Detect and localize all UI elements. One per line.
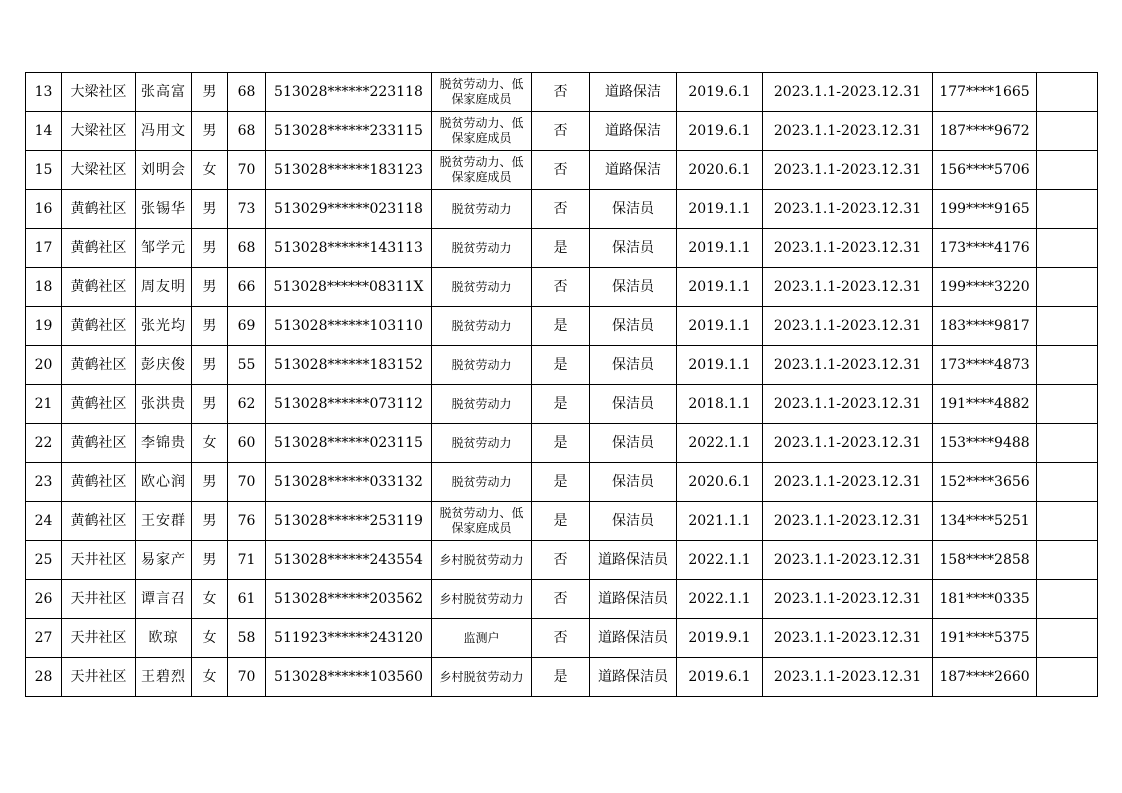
name-cell: 张锡华 [136, 190, 192, 229]
id-number-cell: 513028******143113 [266, 229, 432, 268]
age-cell: 61 [228, 580, 266, 619]
id-number-cell: 513028******103110 [266, 307, 432, 346]
job-cell: 保洁员 [590, 385, 677, 424]
gender-cell: 女 [192, 658, 228, 697]
note-cell [1037, 190, 1098, 229]
gender-cell: 男 [192, 541, 228, 580]
job-cell: 道路保洁员 [590, 580, 677, 619]
start-date-cell: 2019.1.1 [677, 307, 763, 346]
age-cell: 58 [228, 619, 266, 658]
table-row [26, 151, 1098, 190]
category-cell: 脱贫劳动力 [432, 385, 532, 424]
community-cell: 黄鹤社区 [62, 385, 136, 424]
gender-cell: 男 [192, 385, 228, 424]
category-cell: 脱贫劳动力 [432, 346, 532, 385]
job-cell: 道路保洁员 [590, 658, 677, 697]
category-cell: 脱贫劳动力、低保家庭成员 [432, 151, 532, 190]
id-number-cell: 513028******203562 [266, 580, 432, 619]
gender-cell: 女 [192, 619, 228, 658]
start-date-cell: 2022.1.1 [677, 541, 763, 580]
note-cell [1037, 112, 1098, 151]
age-cell: 66 [228, 268, 266, 307]
table-row [26, 385, 1098, 424]
start-date-cell: 2020.6.1 [677, 463, 763, 502]
name-cell: 彭庆俊 [136, 346, 192, 385]
table-row [26, 658, 1098, 697]
note-cell [1037, 619, 1098, 658]
job-cell: 保洁员 [590, 268, 677, 307]
id-number-cell: 513028******033132 [266, 463, 432, 502]
age-cell: 70 [228, 463, 266, 502]
id-number-cell: 513028******183152 [266, 346, 432, 385]
name-cell: 欧琼 [136, 619, 192, 658]
name-cell: 张高富 [136, 73, 192, 112]
age-cell: 62 [228, 385, 266, 424]
age-cell: 55 [228, 346, 266, 385]
name-cell: 周友明 [136, 268, 192, 307]
table-row [26, 73, 1098, 112]
gender-cell: 男 [192, 346, 228, 385]
row-number-cell: 28 [26, 658, 62, 697]
start-date-cell: 2022.1.1 [677, 580, 763, 619]
name-cell: 王碧烈 [136, 658, 192, 697]
job-cell: 道路保洁 [590, 151, 677, 190]
contract-period-cell: 2023.1.1-2023.12.31 [763, 424, 933, 463]
phone-cell: 199****9165 [933, 190, 1037, 229]
flag-cell: 否 [532, 112, 590, 151]
age-cell: 73 [228, 190, 266, 229]
job-cell: 保洁员 [590, 463, 677, 502]
start-date-cell: 2018.1.1 [677, 385, 763, 424]
age-cell: 69 [228, 307, 266, 346]
id-number-cell: 513028******183123 [266, 151, 432, 190]
table-row [26, 268, 1098, 307]
table-row [26, 463, 1098, 502]
category-cell: 乡村脱贫劳动力 [432, 541, 532, 580]
note-cell [1037, 346, 1098, 385]
contract-period-cell: 2023.1.1-2023.12.31 [763, 541, 933, 580]
phone-cell: 199****3220 [933, 268, 1037, 307]
name-cell: 张洪贵 [136, 385, 192, 424]
category-cell: 脱贫劳动力 [432, 307, 532, 346]
note-cell [1037, 658, 1098, 697]
table-row [26, 307, 1098, 346]
community-cell: 大梁社区 [62, 112, 136, 151]
table-row [26, 619, 1098, 658]
community-cell: 黄鹤社区 [62, 463, 136, 502]
job-cell: 道路保洁员 [590, 541, 677, 580]
gender-cell: 女 [192, 424, 228, 463]
note-cell [1037, 502, 1098, 541]
phone-cell: 187****9672 [933, 112, 1037, 151]
community-cell: 黄鹤社区 [62, 424, 136, 463]
name-cell: 刘明会 [136, 151, 192, 190]
community-cell: 大梁社区 [62, 151, 136, 190]
row-number-cell: 25 [26, 541, 62, 580]
gender-cell: 男 [192, 229, 228, 268]
contract-period-cell: 2023.1.1-2023.12.31 [763, 502, 933, 541]
phone-cell: 134****5251 [933, 502, 1037, 541]
phone-cell: 191****4882 [933, 385, 1037, 424]
row-number-cell: 15 [26, 151, 62, 190]
table-row [26, 502, 1098, 541]
contract-period-cell: 2023.1.1-2023.12.31 [763, 112, 933, 151]
contract-period-cell: 2023.1.1-2023.12.31 [763, 73, 933, 112]
flag-cell: 是 [532, 346, 590, 385]
age-cell: 76 [228, 502, 266, 541]
note-cell [1037, 385, 1098, 424]
category-cell: 监测户 [432, 619, 532, 658]
flag-cell: 是 [532, 424, 590, 463]
start-date-cell: 2022.1.1 [677, 424, 763, 463]
contract-period-cell: 2023.1.1-2023.12.31 [763, 346, 933, 385]
table-row [26, 424, 1098, 463]
gender-cell: 男 [192, 463, 228, 502]
flag-cell: 是 [532, 463, 590, 502]
id-number-cell: 513028******253119 [266, 502, 432, 541]
job-cell: 保洁员 [590, 307, 677, 346]
id-number-cell: 513028******223118 [266, 73, 432, 112]
age-cell: 60 [228, 424, 266, 463]
category-cell: 乡村脱贫劳动力 [432, 580, 532, 619]
phone-cell: 191****5375 [933, 619, 1037, 658]
flag-cell: 否 [532, 73, 590, 112]
job-cell: 道路保洁 [590, 112, 677, 151]
note-cell [1037, 73, 1098, 112]
start-date-cell: 2020.6.1 [677, 151, 763, 190]
roster-body [26, 73, 1098, 697]
flag-cell: 是 [532, 307, 590, 346]
flag-cell: 否 [532, 151, 590, 190]
start-date-cell: 2021.1.1 [677, 502, 763, 541]
id-number-cell: 511923******243120 [266, 619, 432, 658]
phone-cell: 173****4176 [933, 229, 1037, 268]
name-cell: 邹学元 [136, 229, 192, 268]
worker-roster-table [25, 72, 1098, 697]
gender-cell: 男 [192, 307, 228, 346]
contract-period-cell: 2023.1.1-2023.12.31 [763, 268, 933, 307]
flag-cell: 否 [532, 580, 590, 619]
start-date-cell: 2019.1.1 [677, 346, 763, 385]
phone-cell: 181****0335 [933, 580, 1037, 619]
row-number-cell: 26 [26, 580, 62, 619]
start-date-cell: 2019.9.1 [677, 619, 763, 658]
row-number-cell: 16 [26, 190, 62, 229]
contract-period-cell: 2023.1.1-2023.12.31 [763, 580, 933, 619]
name-cell: 冯用文 [136, 112, 192, 151]
note-cell [1037, 541, 1098, 580]
start-date-cell: 2019.1.1 [677, 268, 763, 307]
contract-period-cell: 2023.1.1-2023.12.31 [763, 463, 933, 502]
category-cell: 脱贫劳动力 [432, 268, 532, 307]
job-cell: 保洁员 [590, 346, 677, 385]
note-cell [1037, 580, 1098, 619]
name-cell: 张光均 [136, 307, 192, 346]
note-cell [1037, 268, 1098, 307]
name-cell: 欧心润 [136, 463, 192, 502]
flag-cell: 是 [532, 385, 590, 424]
community-cell: 天井社区 [62, 658, 136, 697]
community-cell: 大梁社区 [62, 73, 136, 112]
phone-cell: 183****9817 [933, 307, 1037, 346]
phone-cell: 158****2858 [933, 541, 1037, 580]
gender-cell: 男 [192, 268, 228, 307]
phone-cell: 152****3656 [933, 463, 1037, 502]
community-cell: 天井社区 [62, 580, 136, 619]
start-date-cell: 2019.1.1 [677, 229, 763, 268]
job-cell: 保洁员 [590, 190, 677, 229]
job-cell: 道路保洁 [590, 73, 677, 112]
row-number-cell: 19 [26, 307, 62, 346]
community-cell: 黄鹤社区 [62, 190, 136, 229]
table-row [26, 346, 1098, 385]
phone-cell: 153****9488 [933, 424, 1037, 463]
id-number-cell: 513028******023115 [266, 424, 432, 463]
community-cell: 天井社区 [62, 541, 136, 580]
community-cell: 黄鹤社区 [62, 229, 136, 268]
age-cell: 68 [228, 112, 266, 151]
job-cell: 保洁员 [590, 502, 677, 541]
row-number-cell: 24 [26, 502, 62, 541]
contract-period-cell: 2023.1.1-2023.12.31 [763, 658, 933, 697]
flag-cell: 否 [532, 541, 590, 580]
note-cell [1037, 229, 1098, 268]
note-cell [1037, 307, 1098, 346]
phone-cell: 173****4873 [933, 346, 1037, 385]
flag-cell: 是 [532, 658, 590, 697]
name-cell: 易家产 [136, 541, 192, 580]
community-cell: 黄鹤社区 [62, 268, 136, 307]
category-cell: 脱贫劳动力、低保家庭成员 [432, 73, 532, 112]
gender-cell: 男 [192, 190, 228, 229]
flag-cell: 是 [532, 229, 590, 268]
table-row [26, 580, 1098, 619]
row-number-cell: 20 [26, 346, 62, 385]
contract-period-cell: 2023.1.1-2023.12.31 [763, 229, 933, 268]
age-cell: 71 [228, 541, 266, 580]
id-number-cell: 513028******08311X [266, 268, 432, 307]
phone-cell: 187****2660 [933, 658, 1037, 697]
age-cell: 68 [228, 73, 266, 112]
category-cell: 脱贫劳动力 [432, 424, 532, 463]
job-cell: 保洁员 [590, 424, 677, 463]
table-row [26, 190, 1098, 229]
age-cell: 70 [228, 151, 266, 190]
row-number-cell: 13 [26, 73, 62, 112]
id-number-cell: 513029******023118 [266, 190, 432, 229]
start-date-cell: 2019.6.1 [677, 112, 763, 151]
note-cell [1037, 424, 1098, 463]
gender-cell: 女 [192, 580, 228, 619]
note-cell [1037, 463, 1098, 502]
start-date-cell: 2019.6.1 [677, 73, 763, 112]
category-cell: 脱贫劳动力、低保家庭成员 [432, 502, 532, 541]
flag-cell: 否 [532, 190, 590, 229]
contract-period-cell: 2023.1.1-2023.12.31 [763, 385, 933, 424]
gender-cell: 男 [192, 502, 228, 541]
community-cell: 天井社区 [62, 619, 136, 658]
name-cell: 谭言召 [136, 580, 192, 619]
phone-cell: 156****5706 [933, 151, 1037, 190]
category-cell: 乡村脱贫劳动力 [432, 658, 532, 697]
row-number-cell: 17 [26, 229, 62, 268]
name-cell: 王安群 [136, 502, 192, 541]
row-number-cell: 23 [26, 463, 62, 502]
gender-cell: 男 [192, 73, 228, 112]
start-date-cell: 2019.1.1 [677, 190, 763, 229]
gender-cell: 女 [192, 151, 228, 190]
row-number-cell: 21 [26, 385, 62, 424]
table-row [26, 229, 1098, 268]
row-number-cell: 22 [26, 424, 62, 463]
note-cell [1037, 151, 1098, 190]
id-number-cell: 513028******233115 [266, 112, 432, 151]
contract-period-cell: 2023.1.1-2023.12.31 [763, 190, 933, 229]
phone-cell: 177****1665 [933, 73, 1037, 112]
contract-period-cell: 2023.1.1-2023.12.31 [763, 619, 933, 658]
id-number-cell: 513028******103560 [266, 658, 432, 697]
age-cell: 70 [228, 658, 266, 697]
gender-cell: 男 [192, 112, 228, 151]
community-cell: 黄鹤社区 [62, 502, 136, 541]
row-number-cell: 14 [26, 112, 62, 151]
job-cell: 保洁员 [590, 229, 677, 268]
job-cell: 道路保洁员 [590, 619, 677, 658]
table-row [26, 541, 1098, 580]
start-date-cell: 2019.6.1 [677, 658, 763, 697]
community-cell: 黄鹤社区 [62, 346, 136, 385]
category-cell: 脱贫劳动力 [432, 190, 532, 229]
category-cell: 脱贫劳动力 [432, 463, 532, 502]
flag-cell: 否 [532, 619, 590, 658]
category-cell: 脱贫劳动力 [432, 229, 532, 268]
category-cell: 脱贫劳动力、低保家庭成员 [432, 112, 532, 151]
table-row [26, 112, 1098, 151]
flag-cell: 否 [532, 268, 590, 307]
name-cell: 李锦贵 [136, 424, 192, 463]
contract-period-cell: 2023.1.1-2023.12.31 [763, 151, 933, 190]
community-cell: 黄鹤社区 [62, 307, 136, 346]
flag-cell: 是 [532, 502, 590, 541]
contract-period-cell: 2023.1.1-2023.12.31 [763, 307, 933, 346]
row-number-cell: 27 [26, 619, 62, 658]
id-number-cell: 513028******243554 [266, 541, 432, 580]
age-cell: 68 [228, 229, 266, 268]
row-number-cell: 18 [26, 268, 62, 307]
id-number-cell: 513028******073112 [266, 385, 432, 424]
